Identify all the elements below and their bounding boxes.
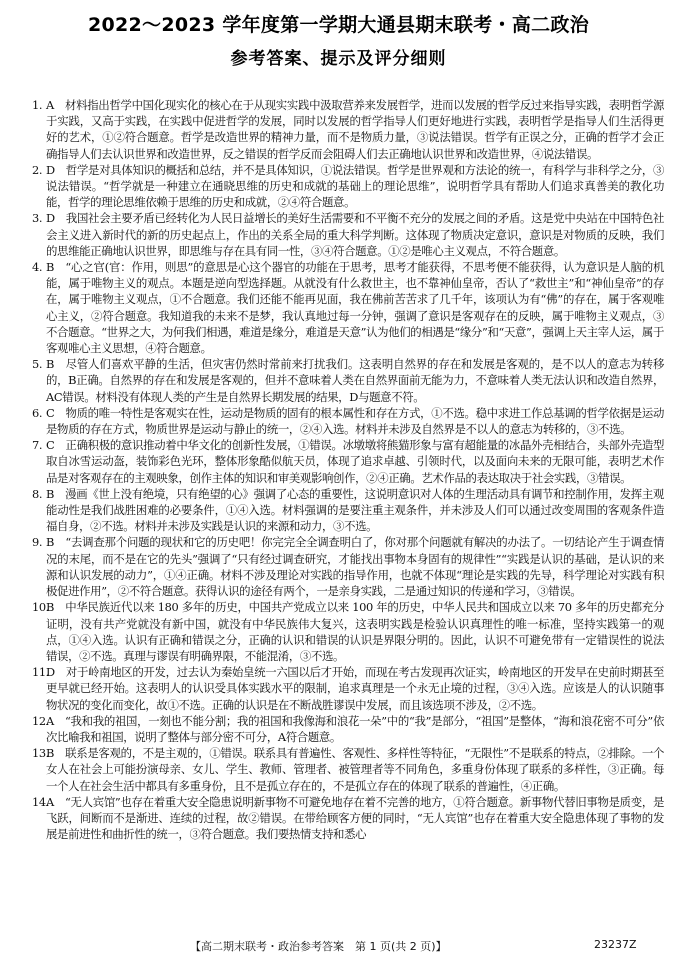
answer-item bbox=[32, 486, 664, 535]
answer-number: 1. bbox=[32, 98, 43, 112]
answer-text: B 漫画《世上没有绝境，只有绝望的心》强调了心态的重要性，这说明意识对人体的生理活动具有调节和控制作用，发挥主观能动性是我们战胜困难的必要条件，①④入选。材料强调的是要注重主观条件，并未涉及人们可以通过改变周围的客观条件造福自身，②不选。材料并未涉及实践是认识的来源和动力，③不选。 bbox=[46, 486, 664, 534]
answer-number: 11. bbox=[32, 665, 50, 680]
answer-number: 7. bbox=[32, 438, 43, 453]
answer-item bbox=[32, 534, 664, 599]
answer-number: 12. bbox=[32, 713, 50, 728]
answer-item bbox=[32, 405, 664, 437]
answer-item bbox=[32, 745, 664, 794]
answer-number: 13. bbox=[32, 746, 50, 761]
answer-item bbox=[32, 259, 664, 356]
answer-item bbox=[32, 599, 664, 664]
page-subtitle: 参考答案、提示及评分细则 bbox=[230, 49, 447, 69]
answer-item bbox=[32, 794, 664, 843]
answer-item bbox=[32, 162, 664, 211]
answer-text: C 正确积极的意识推动着中华文化的创新性发展，①错误。冰墩墩将熊猫形象与富有超能量的冰晶外壳相结合，头部外壳造型取自冰雪运动盔，装饰彩色光环，整体形象酷似航天员，体现了追求卓越、引领时代，以及面向未来的无限可能，表明艺术作品是对客观存在的主观映象，创作主体的知识和审美观影响创作，②④正确。艺术作品的表达取决于社会实践，③错误。 bbox=[46, 438, 664, 485]
answer-number: 3. bbox=[32, 211, 43, 226]
answer-text: B 中华民族近代以来 180 多年的历史，中国共产党成立以来 100 年的历史，中华人民共和国成立以来 70 多年的历史都充分证明，没有共产党就没有新中国，就没有中华民族伟大复兴，这表明实践是检验认识真理性的唯一标准，坚持实践第一的观点，①④入选。认识有正确和错误之分，正确的认识和错误的认识是界限分明的。因此，认识不可避免带有一定错误性的说法错误，②不选。真理与谬误有明确界限，不能混淆，③不选。 bbox=[46, 600, 664, 663]
answer-number: 10. bbox=[32, 600, 50, 615]
answer-item bbox=[32, 356, 664, 405]
answer-number: 6. bbox=[32, 405, 43, 420]
answer-number: 14. bbox=[32, 794, 50, 809]
footer-doc-code: 23237Z bbox=[594, 938, 637, 951]
answer-text: B “去调查那个问题的现状和它的历史吧！你完完全全调查明白了，你对那个问题就有解决的办法了。一切结论产生于调查情况的末尾，而不是在它的先头”强调了“只有经过调查研究，才能找出事物本身固有的规律性”“实践是认识的基础，是认识的来源和认识发展的动力”，①④正确。材料不涉及理论对实践的指导作用，也就不体现“理论是实践的先导，科学理论对实践有积极促进作用”，②不符合题意。获得认识的途径有两个，一是亲身实践，二是通过知识的传递和学习，③错误。 bbox=[46, 535, 664, 599]
answer-text: A “无人宾馆”也存在着重大安全隐患说明新事物不可避免地存在着不完善的地方，①符合题意。新事物代替旧事物是质变，是飞跃，间断而不是渐进、连续的过程，故②错误。在带给顾客方便的同时，“无人宾馆”也存在着重大安全隐患体现了事物的发展是前进性和曲折性的统一，③符合题意。我们要热情支持和悉心 bbox=[46, 794, 664, 842]
answer-number: 5. bbox=[32, 357, 43, 372]
answer-number: 4. bbox=[32, 260, 43, 275]
answer-text: C 物质的唯一特性是客观实在性，运动是物质的固有的根本属性和存在方式，①不选。稳中求进工作总基调的哲学依据是运动是物质的存在方式，物质世界是运动与静止的统一，②④入选。材料并未涉及自然界是不以人的意志为转移的，③不选。 bbox=[46, 405, 664, 437]
answer-item bbox=[32, 664, 664, 713]
page-title: 2022～2023 学年度第一学期大通县期末联考・高二政治 bbox=[87, 14, 590, 36]
answer-number: 8. bbox=[32, 486, 43, 501]
answer-item bbox=[32, 437, 664, 486]
answer-text: D 哲学是对具体知识的概括和总结，并不是具体知识，①说法错误。哲学是世界观和方法论的统一，有科学与非科学之分，③说法错误。“哲学就是一种建立在通晓思维的历史和成就的基础上的理论思维”，说明哲学具有帮助人们追求真善美的教化功能，哲学的理论思维依赖于思维的历史和成就，②④符合题意。 bbox=[46, 162, 664, 210]
answer-item bbox=[32, 210, 664, 259]
answer-text: D 我国社会主要矛盾已经转化为人民日益增长的美好生活需要和不平衡不充分的发展之间的矛盾。这是党中央站在中国特色社会主义进入新时代的新的历史起点上，作出的关系全局的重大科学判断。这体现了物质决定意识，意识是对物质的反映，我们的思维能正确地认识世界，即思维与存在具有同一性，③④符合题意。①②是唯心主义观点，不符合题意。 bbox=[46, 211, 664, 258]
answer-item bbox=[32, 713, 664, 745]
answer-number: 2. bbox=[32, 162, 43, 177]
answer-number: 9. bbox=[32, 535, 43, 550]
answer-text: B 尽管人们喜欢平静的生活，但灾害仍然时常前来打扰我们。这表明自然界的存在和发展是客观的，是不以人的意志为转移的，B正确。自然界的存在和发展是客观的，但并不意味着人类在自然界面前无能为力，不意味着人类无法认识和改造自然界，AC错误。材料没有体现人类的产生是自然界长期发展的结果，D与题意不符。 bbox=[46, 357, 664, 404]
answer-item bbox=[32, 97, 664, 162]
answer-list bbox=[32, 97, 664, 842]
answer-text: D 对于岭南地区的开发，过去认为秦始皇统一六国以后才开始，而现在考古发现再次证实，岭南地区的开发早在史前时期甚至更早就已经开始。这表明人的认识受具体实践水平的限制，追求真理是一个永无止境的过程，③④入选。应该是人的认识随事物状况的变化而变化，故①不选。正确的认识是在不断战胜谬误中发展，而且该选项不涉及，②不选。 bbox=[46, 665, 664, 712]
answer-text: A “我和我的祖国，一刻也不能分割；我的祖国和我像海和浪花一朵”中的“我”是部分，“祖国”是整体，“海和浪花密不可分”依次比喻我和祖国，说明了整体与部分密不可分，A符合题意。 bbox=[46, 713, 664, 744]
footer-page-info: 【高二期末联考・政治参考答案 第 1 页(共 2 页)】 bbox=[190, 940, 447, 953]
answer-text: B “心之官(官：作用，则思”的意思是心这个器官的功能在于思考，思考才能获得，不思考便不能获得，认为意识是人脑的机能，属于唯物主义的观点。本题是逆向型选择题。从就没有什么救世主，也不靠神仙皇帝，否认了“救世主”和“神仙皇帝”的存在，属于唯物主义观点，①不合题意。我们还能不能再见面，我在佛前苦苦求了几千年，该项认为有“佛”的存在，属于客观唯心主义，②符合题意。我知道我的未来不是梦，我认真地过每一分钟，强调了意识是客观存在的反映，属于唯物主义观点，③不合题意。“世界之大，为何我们相遇，难道是缘分，难道是天意”认为他们的相遇是“缘分”和“天意”，强调上天主宰人运，属于客观唯心主义思想，④符合题意。 bbox=[46, 260, 664, 356]
answer-text: A 材料指出哲学中国化现实化的核心在于从现实实践中汲取营养来发展哲学，进而以发展的哲学反过来指导实践，表明哲学源于实践，又高于实践，在实践中促进哲学的发展，同时以发展的哲学指导人们更好地进行实践，表明哲学是指导人们生活得更好的艺术，①②符合题意。哲学是改造世界的精神力量，而不是物质力量，③说法错误。哲学有正误之分，正确的哲学才会正确指导人们去认识世界和改造世界，反之错误的哲学反而会阻碍人们去正确地认识世界和改造世界，④说法错误。 bbox=[46, 98, 664, 161]
answer-text: B 联系是客观的，不是主观的，①错误。联系具有普遍性、客观性、多样性等特征，“无限性”不是联系的特点，②排除。一个女人在社会上可能扮演母亲、女儿、学生、教师、管理者、被管理者等不同角色，多重身份体现了联系的多样性，③正确。每一个人在社会生活中都具有多重身份，且不是孤立存在的，不是孤立存在的体现了联系的普遍性，④正确。 bbox=[46, 746, 664, 793]
